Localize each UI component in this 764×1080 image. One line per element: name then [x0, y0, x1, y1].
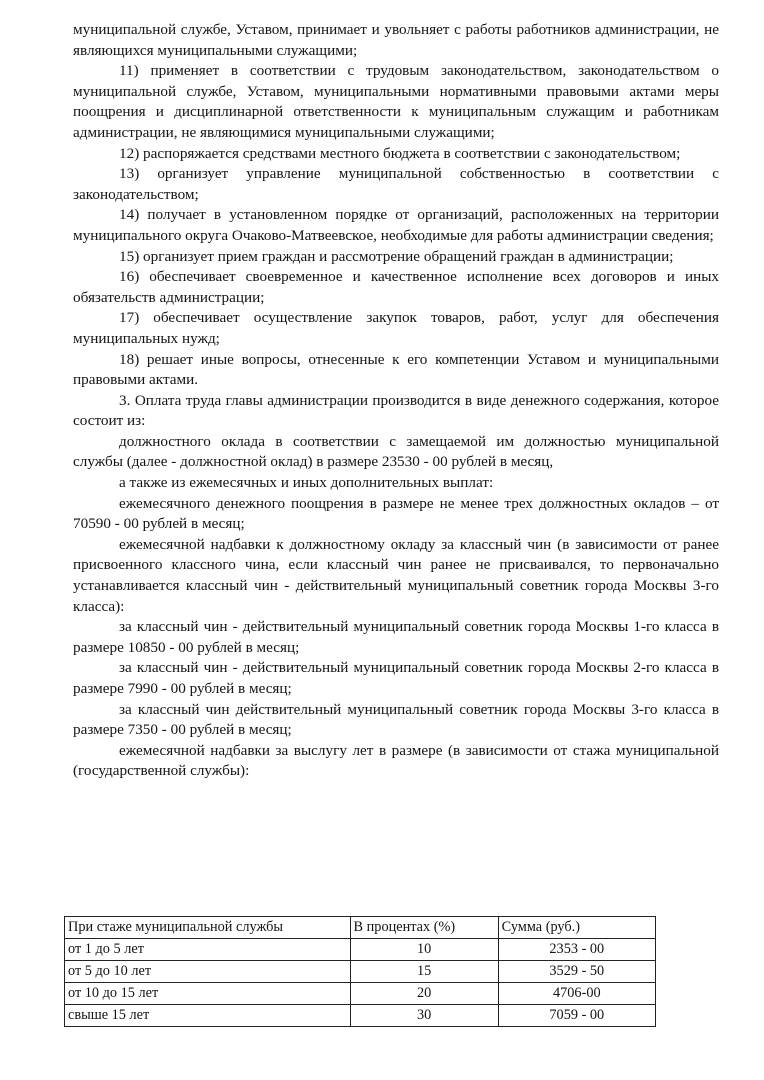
- table-cell-sum: 7059 - 00: [498, 1005, 655, 1027]
- paragraph-item-11: 11) применяет в соответствии с трудовым законодательством, законодательством о муниципальной службе, Уставом, муниципальными нормативными правовыми актами меры поощрения и дисциплинарной ответственности к муниципальным служащим и работникам администрации, не являющимися муниципальными служащими;: [73, 62, 719, 141]
- paragraph-item-18: 18) решает иные вопросы, отнесенные к его компетенции Уставом и муниципальными правовыми актами.: [73, 350, 719, 389]
- document-page: [73, 20, 719, 782]
- section-3-heading: 3. Оплата труда главы администрации производится в виде денежного содержания, которое состоит из:: [73, 391, 719, 430]
- table-header-row: [65, 917, 656, 939]
- table-cell-percent: 30: [350, 1005, 498, 1027]
- table-cell-sum: 4706-00: [498, 983, 655, 1005]
- table-cell-percent: 15: [350, 961, 498, 983]
- table-cell-sum: 3529 - 50: [498, 961, 655, 983]
- table-header-cell: Сумма (руб.): [498, 917, 655, 939]
- table-row: [65, 1005, 656, 1027]
- paragraph-continuation: муниципальной службе, Уставом, принимает и увольняет с работы работников администрации, не являющихся муниципальными служащими;: [73, 21, 719, 59]
- table-cell-period: от 10 до 15 лет: [65, 983, 351, 1005]
- paragraph-item-15: 15) организует прием граждан и рассмотрение обращений граждан в администрации;: [119, 247, 674, 265]
- paragraph-item-12: 12) распоряжается средствами местного бюджета в соответствии с законодательством;: [119, 144, 681, 162]
- additional-payments-paragraph: а также из ежемесячных и иных дополнительных выплат:: [119, 474, 494, 492]
- seniority-paragraph: ежемесячной надбавки за выслугу лет в размере (в зависимости от стажа муниципальной (государственной службы):: [73, 741, 719, 780]
- seniority-rates-table: [64, 916, 656, 1027]
- table-cell-sum: 2353 - 00: [498, 939, 655, 961]
- table-row: [65, 961, 656, 983]
- table-cell-percent: 20: [350, 983, 498, 1005]
- table-header-cell: В процентах (%): [350, 917, 498, 939]
- table-cell-period: от 1 до 5 лет: [65, 939, 351, 961]
- paragraph-item-14: 14) получает в установленном порядке от организаций, расположенных на территории муниципального округа Очаково-Матвеевское, необходимые для работы администрации сведения;: [73, 206, 719, 244]
- table-cell-percent: 10: [350, 939, 498, 961]
- rank-3-paragraph: за классный чин действительный муниципальный советник города Москвы 3-го класса в размере 7350 - 00 рублей в месяц;: [73, 700, 719, 739]
- rank-1-paragraph: за классный чин - действительный муниципальный советник города Москвы 1-го класса в размере 10850 - 00 рублей в месяц;: [73, 618, 719, 656]
- bonus-paragraph: ежемесячного денежного поощрения в размере не менее трех должностных окладов – от 70590 - 00 рублей в месяц;: [73, 494, 719, 533]
- table-header-cell: При стаже муниципальной службы: [65, 917, 351, 939]
- table-row: [65, 939, 656, 961]
- table-cell-period: от 5 до 10 лет: [65, 961, 351, 983]
- rank-2-paragraph: за классный чин - действительный муниципальный советник города Москвы 2-го класса в размере 7990 - 00 рублей в месяц;: [73, 659, 719, 697]
- paragraph-item-16: 16) обеспечивает своевременное и качественное исполнение всех договоров и иных обязательств администрации;: [73, 268, 719, 306]
- salary-paragraph: должностного оклада в соответствии с замещаемой им должностью муниципальной службы (далее - должностной оклад) в размере 23530 - 00 рублей в месяц,: [73, 432, 719, 471]
- rank-allowance-paragraph: ежемесячной надбавки к должностному окладу за классный чин (в зависимости от ранее присвоенного классного чина, если классный чин ранее не присваивался, то первоначально устанавливается классный чин - действительный муниципальный советник города Москвы 3-го класса):: [73, 535, 719, 615]
- table-cell-period: свыше 15 лет: [65, 1005, 351, 1027]
- paragraph-item-17: 17) обеспечивает осуществление закупок товаров, работ, услуг для обеспечения муниципальных нужд;: [73, 309, 719, 347]
- paragraph-item-13: 13) организует управление муниципальной собственностью в соответствии с законодательством;: [73, 165, 719, 203]
- table-row: [65, 983, 656, 1005]
